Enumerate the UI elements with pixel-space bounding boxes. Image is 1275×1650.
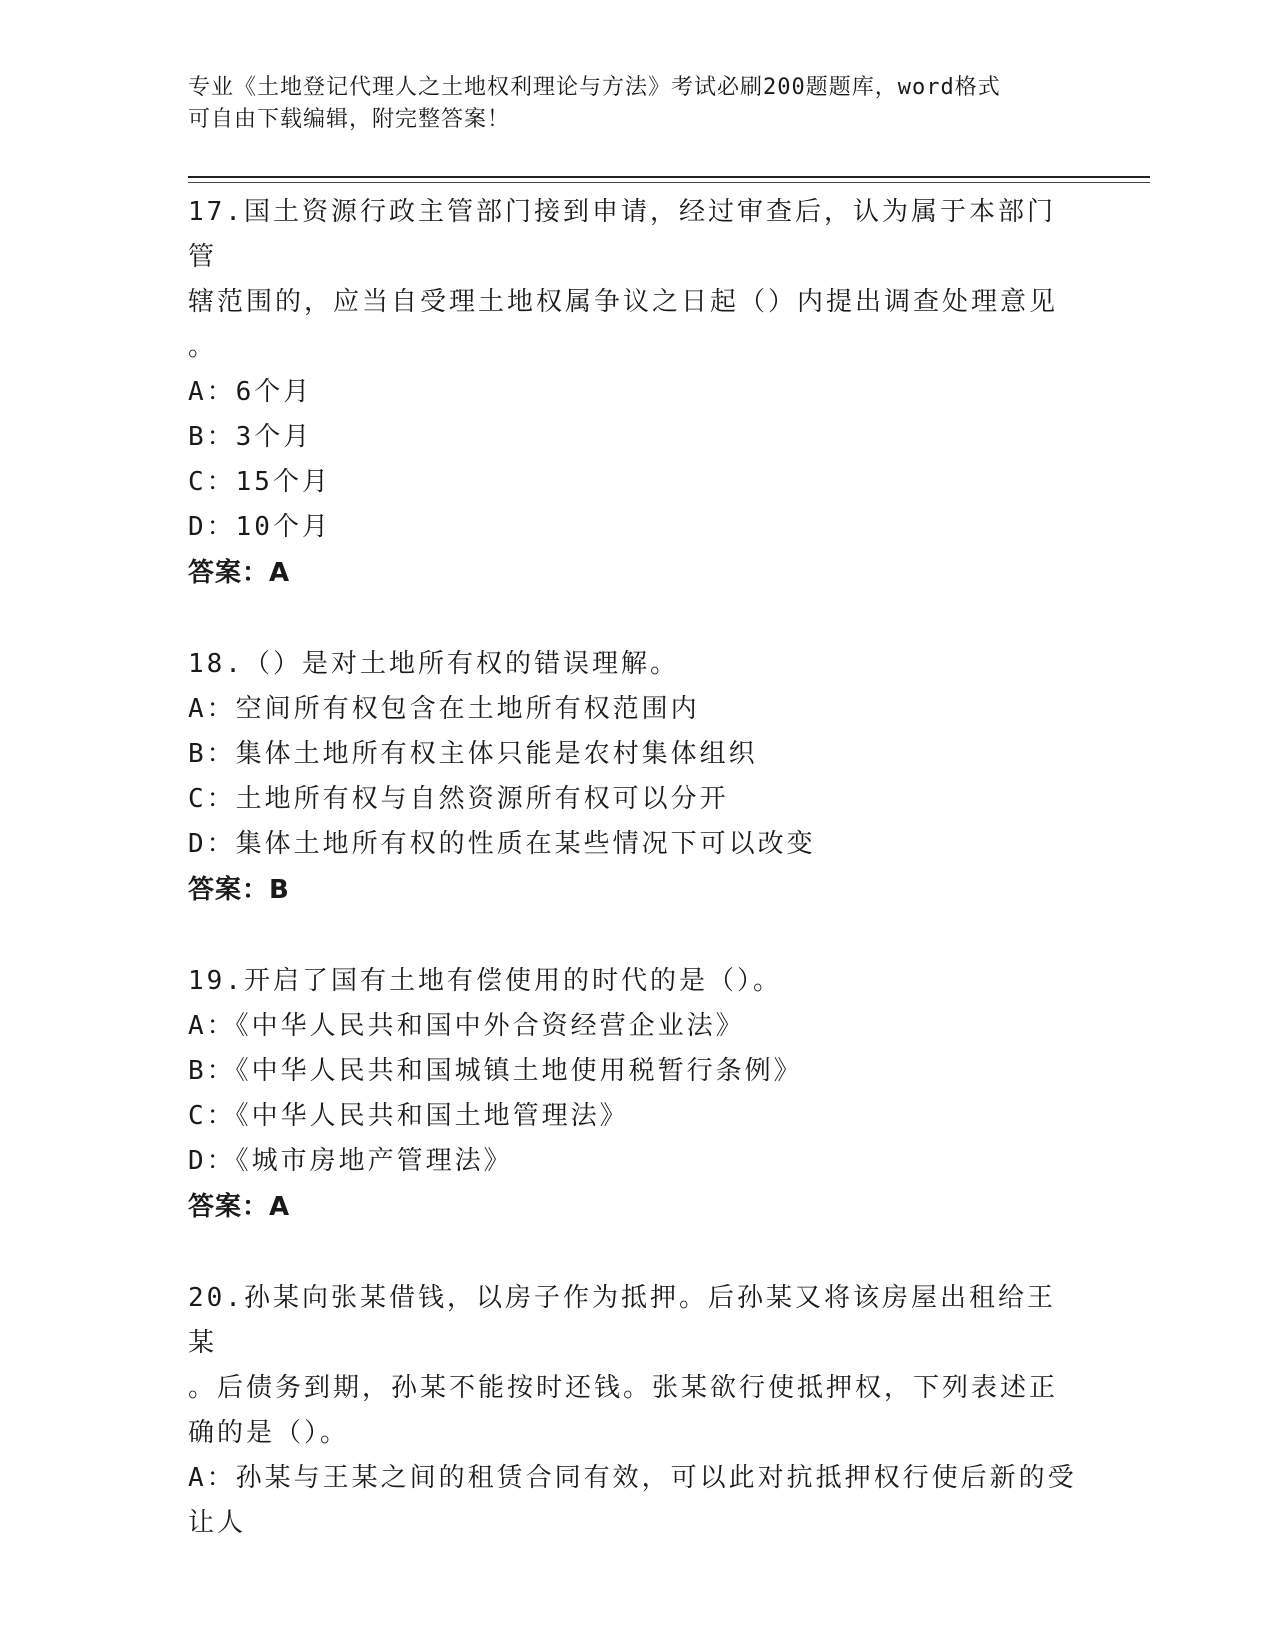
option-c: C：土地所有权与自然资源所有权可以分开 — [188, 784, 729, 814]
question-stem-line: 确的是（）。 — [188, 1418, 350, 1448]
option-d: D：《城市房地产管理法》 — [188, 1146, 513, 1176]
question-stem-line: 18.（）是对土地所有权的错误理解。 — [188, 649, 679, 679]
question-19 — [188, 959, 1078, 1230]
option-a: A：《中华人民共和国中外合资经营企业法》 — [188, 1011, 745, 1041]
question-stem — [188, 1276, 1078, 1456]
option-a: A：孙某与王某之间的租赁合同有效，可以此对抗抵押权行使后新的受 — [188, 1463, 1077, 1493]
question-20 — [188, 1276, 1078, 1546]
answer-line: 答案：B — [188, 875, 290, 905]
option-b: B：集体土地所有权主体只能是农村集体组织 — [188, 739, 758, 769]
option-c: C：15个月 — [188, 467, 331, 497]
question-stem-line: 19.开启了国有土地有偿使用的时代的是（）。 — [188, 966, 782, 996]
header-divider-thin — [188, 182, 1150, 183]
document-header — [188, 72, 1068, 136]
option-a-continued: 让人 — [188, 1508, 247, 1538]
question-list — [188, 190, 1078, 1592]
header-line-1: 专业《土地登记代理人之土地权利理论与方法》考试必刷200题题库，word格式 — [188, 75, 1001, 100]
option-b: B：《中华人民共和国城镇土地使用税暂行条例》 — [188, 1056, 803, 1086]
question-stem-line: 。后债务到期，孙某不能按时还钱。张某欲行使抵押权，下列表述正 — [188, 1373, 1059, 1403]
question-stem-line: 20.孙某向张某借钱，以房子作为抵押。后孙某又将该房屋出租给王某 — [188, 1283, 1056, 1358]
option-a: A：空间所有权包含在土地所有权范围内 — [188, 694, 700, 724]
question-stem — [188, 959, 1078, 1004]
question-17 — [188, 190, 1078, 596]
question-stem — [188, 190, 1078, 370]
header-divider-thick — [188, 176, 1150, 178]
option-d: D：10个月 — [188, 512, 331, 542]
option-c: C：《中华人民共和国土地管理法》 — [188, 1101, 629, 1131]
answer-line: 答案：A — [188, 1192, 291, 1222]
option-d: D：集体土地所有权的性质在某些情况下可以改变 — [188, 829, 816, 859]
question-18 — [188, 642, 1078, 913]
option-b: B：3个月 — [188, 422, 313, 452]
question-stem-line: 17.国土资源行政主管部门接到申请，经过审查后，认为属于本部门管 — [188, 197, 1056, 272]
question-stem — [188, 642, 1078, 687]
option-a: A：6个月 — [188, 377, 313, 407]
answer-line: 答案：A — [188, 558, 291, 588]
header-line-2: 可自由下载编辑，附完整答案！ — [188, 107, 511, 132]
question-stem-line: 辖范围的，应当自受理土地权属争议之日起（）内提出调查处理意见 — [188, 287, 1059, 317]
question-stem-line: 。 — [188, 332, 218, 362]
